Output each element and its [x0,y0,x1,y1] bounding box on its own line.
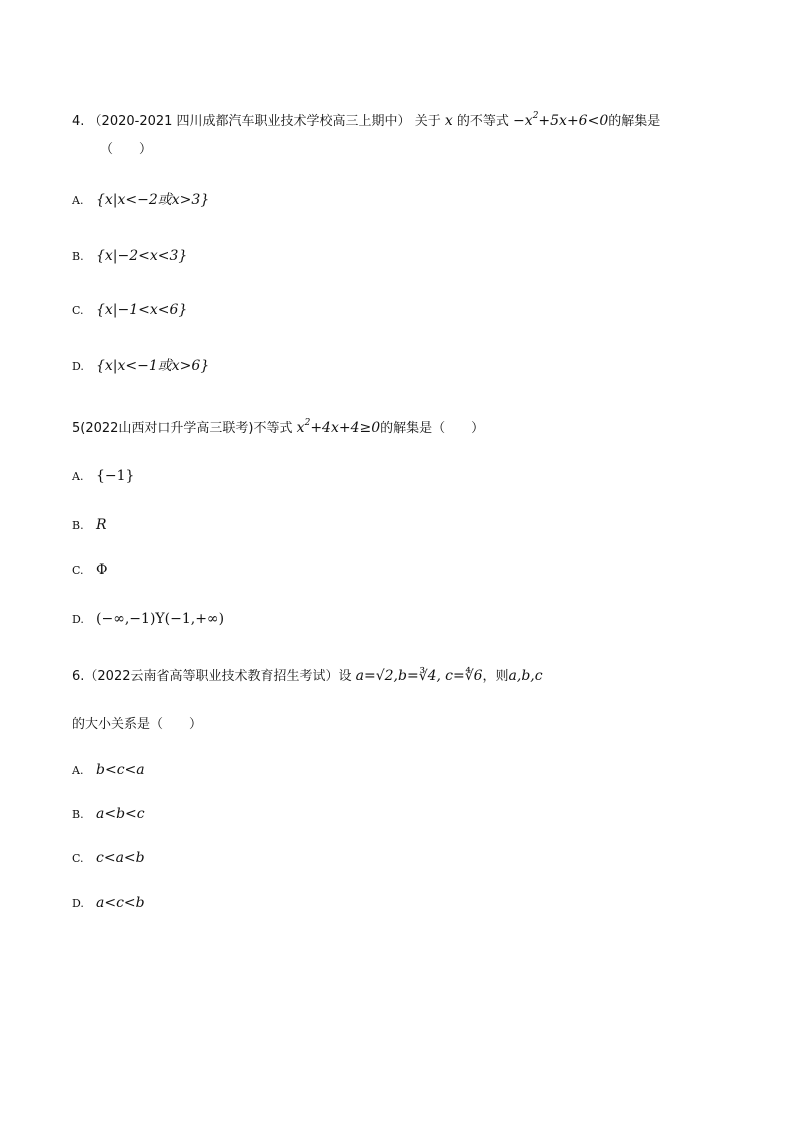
stem-text: 的大小关系是（ ） [72,717,203,732]
option-letter: B. [72,519,84,532]
option-letter: C. [72,852,84,865]
stem-variables: a,b,c [508,668,543,684]
question-source: （2022云南省高等职业技术教育招生考试） [84,669,339,684]
option-letter: D. [72,897,84,910]
option-content: Φ [96,562,108,578]
option-letter: D. [72,613,84,626]
option-letter: B. [72,808,84,821]
stem-text: 关于 [414,114,441,129]
option-content: {x|−1<x<6} [96,302,188,318]
question-5-stem [72,413,484,439]
stem-text: 的解集是 [608,114,661,129]
stem-exponent: 2 [304,418,311,428]
stem-math-tail: +4x+4≥0 [310,420,381,436]
stem-text: 不等式 [253,421,293,436]
answer-blank: （ ） [100,142,153,157]
question-source: (2022山西对口升学高三联考) [80,421,254,436]
option-content: a<b<c [96,806,145,822]
option-letter: B. [72,250,84,263]
question-number: 6. [72,669,85,684]
stem-math-tail: +5x+6<0 [538,113,609,129]
option-letter: A. [72,764,84,777]
stem-math: −x [513,113,533,129]
stem-math-tail: c=∜6 [445,668,483,684]
option-content: {x|−2<x<3} [96,248,188,264]
question-number: 4. [72,114,85,129]
option-d[interactable] [72,609,224,630]
option-content: c<a<b [96,850,145,866]
option-content: b<c<a [96,762,145,778]
stem-text: ，则 [482,669,509,684]
stem-text: 的不等式 [456,114,509,129]
stem-text: 的解集是（ ） [380,421,485,436]
stem-exponent: 2 [532,111,539,121]
option-a[interactable] [72,760,145,781]
stem-math: x [296,420,305,436]
option-letter: C. [72,304,84,317]
option-d[interactable] [72,356,209,377]
option-content: {x|x<−1或x>6} [96,358,210,374]
question-number: 5 [72,421,81,436]
option-content: a<c<b [96,895,145,911]
option-letter: A. [72,194,84,207]
option-a[interactable] [72,466,134,487]
option-b[interactable] [72,246,187,267]
option-c[interactable] [72,848,145,869]
option-content: {x|x<−2或x>3} [96,192,210,208]
option-content: R [96,517,107,533]
option-letter: C. [72,564,84,577]
answer-paren [100,140,152,160]
stem-text: 设 [338,669,352,684]
question-source: （2020-2021 四川成都汽车职业技术学校高三上期中） [88,114,411,129]
option-b[interactable] [72,804,145,825]
option-b[interactable] [72,515,107,536]
option-content: {−1} [96,468,135,484]
option-letter: A. [72,470,84,483]
question-6-stem-line2 [72,715,202,735]
option-a[interactable] [72,190,209,211]
stem-variable: x [444,113,453,129]
option-content: (−∞,−1)Y(−1,+∞) [96,611,225,627]
option-c[interactable] [72,300,187,321]
stem-math: a=√2,b=∛4, [355,668,441,684]
question-4-stem [72,106,660,132]
option-letter: D. [72,360,84,373]
option-c[interactable] [72,560,107,581]
question-6-stem [72,666,543,687]
option-d[interactable] [72,893,145,914]
